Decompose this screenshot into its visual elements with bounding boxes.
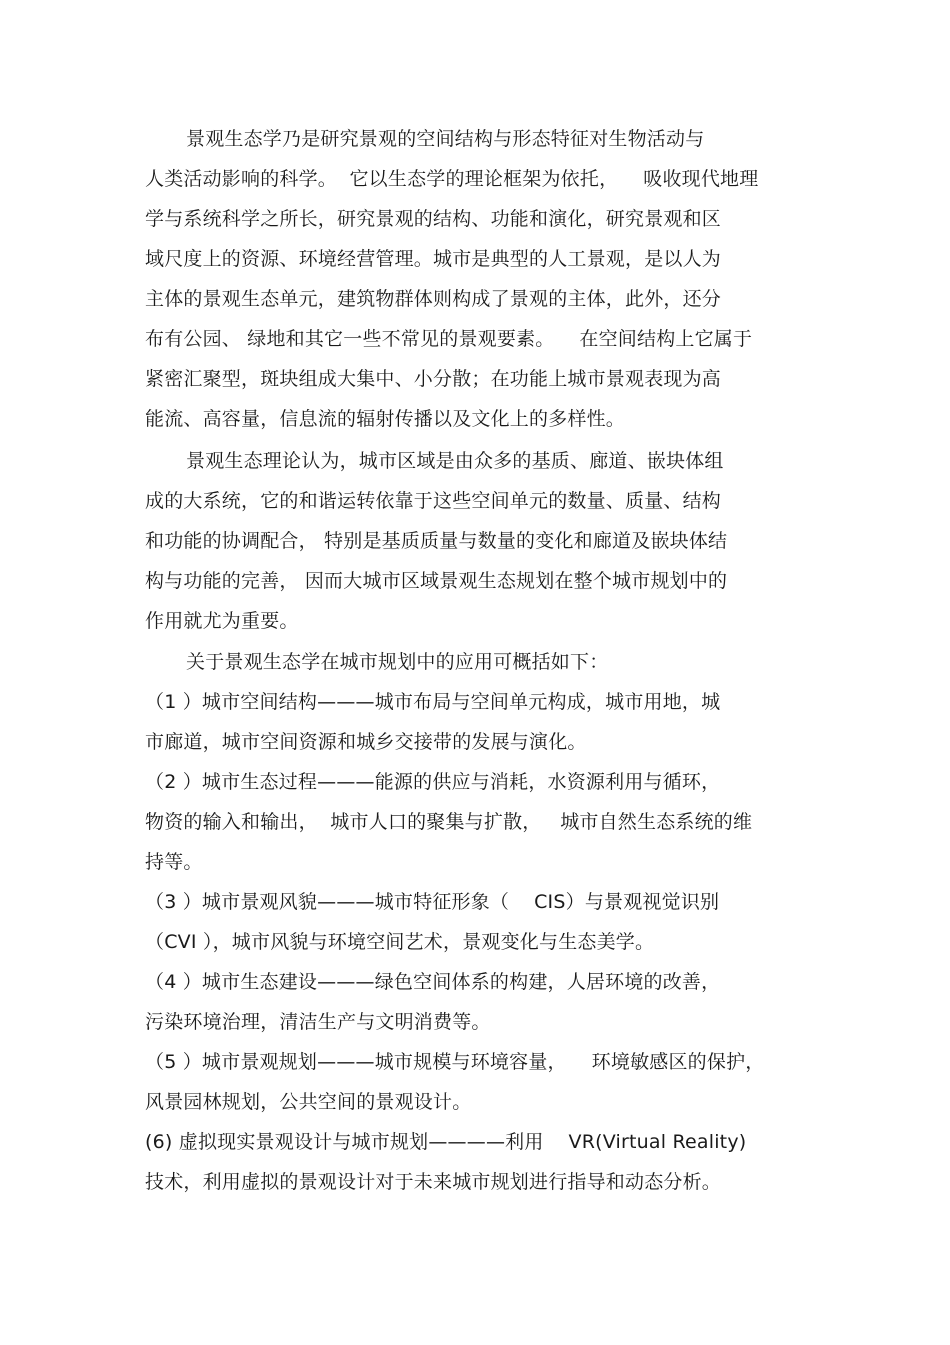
list-item-4-line-2: 污染环境治理，清洁生产与文明消费等。 [145,1011,491,1033]
list-item-6-line-1: (6) 虚拟现实景观设计与城市规划————利用 VR(Virtual Reality) [145,1131,747,1153]
paragraph-1-line-3: 学与系统科学之所长，研究景观的结构、功能和演化，研究景观和区 [145,208,722,230]
list-item-5-line-2: 风景园林规划，公共空间的景观设计。 [145,1091,472,1113]
list-intro: 关于景观生态学在城市规划中的应用可概括如下： [186,651,609,673]
paragraph-1-line-4: 域尺度上的资源、环境经营管理。城市是典型的人工景观，是以人为 [145,248,722,270]
list-item-2-line-3: 持等。 [145,851,203,873]
paragraph-1-line-6: 布有公园、 绿地和其它一些不常见的景观要素。 在空间结构上它属于 [145,328,753,350]
paragraph-2-line-2: 成的大系统，它的和谐运转依靠于这些空间单元的数量、质量、结构 [145,490,722,512]
list-item-2-line-1: （2 ）城市生态过程———能源的供应与消耗，水资源利用与循环， [145,771,721,793]
paragraph-2-line-4: 构与功能的完善， 因而大城市区域景观生态规划在整个城市规划中的 [145,570,728,592]
list-item-3-line-2: （CVI ），城市风貌与环境空间艺术，景观变化与生态美学。 [145,931,655,953]
list-item-1-line-2: 市廊道，城市空间资源和城乡交接带的发展与演化。 [145,731,587,753]
list-item-5-line-1: （5 ）城市景观规划———城市规模与环境容量， 环境敏感区的保护， [145,1051,765,1073]
paragraph-2-line-3: 和功能的协调配合， 特别是基质质量与数量的变化和廊道及嵌块体结 [145,530,728,552]
list-item-2-line-2: 物资的输入和输出， 城市人口的聚集与扩散， 城市自然生态系统的维 [145,811,753,833]
paragraph-1-line-2: 人类活动影响的科学。 它以生态学的理论框架为依托， 吸收现代地理 [145,168,759,190]
paragraph-1-line-1: 景观生态学乃是研究景观的空间结构与形态特征对生物活动与 [186,128,705,150]
paragraph-1-line-7: 紧密汇聚型，斑块组成大集中、小分散；在功能上城市景观表现为高 [145,368,722,390]
paragraph-2-line-5: 作用就尤为重要。 [145,610,299,632]
paragraph-1-line-8: 能流、高容量，信息流的辐射传播以及文化上的多样性。 [145,408,626,430]
list-item-4-line-1: （4 ）城市生态建设———绿色空间体系的构建，人居环境的改善， [145,971,721,993]
list-item-6-line-2: 技术，利用虚拟的景观设计对于未来城市规划进行指导和动态分析。 [145,1171,722,1193]
paragraph-2-line-1: 景观生态理论认为，城市区域是由众多的基质、廊道、嵌块体组 [186,450,724,472]
paragraph-1-line-5: 主体的景观生态单元，建筑物群体则构成了景观的主体，此外，还分 [145,288,722,310]
list-item-3-line-1: （3 ）城市景观风貌———城市特征形象（ CIS）与景观视觉识别 [145,891,720,913]
list-item-1-line-1: （1 ）城市空间结构———城市布局与空间单元构成，城市用地，城 [145,691,721,713]
